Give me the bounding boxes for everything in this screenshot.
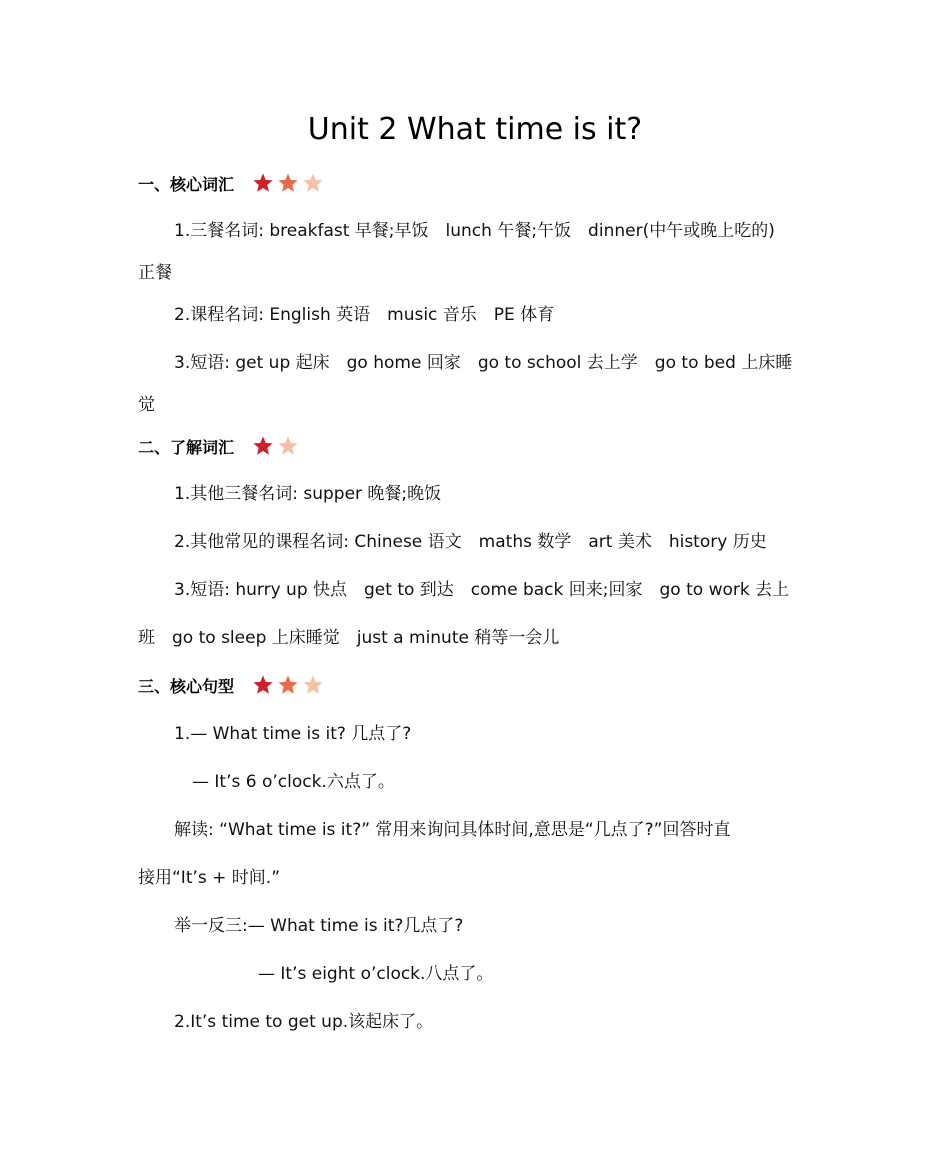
text-line: 觉 xyxy=(138,395,155,415)
section-heading-core-vocabulary xyxy=(138,168,324,198)
star-icon xyxy=(277,435,299,457)
text-line: — It’s 6 o’clock.六点了。 xyxy=(192,772,395,792)
text-line: 2.其他常见的课程名词: Chinese 语文 maths 数学 art 美术 history 历史 xyxy=(174,532,767,552)
star-icon xyxy=(277,172,299,194)
section-heading-extra-vocabulary xyxy=(138,431,299,461)
text-line: 3.短语: hurry up 快点 get to 到达 come back 回来;回家 go to work 去上 xyxy=(174,580,790,600)
text-line: 解读: “What time is it?” 常用来询问具体时间,意思是“几点了?”回答时直 xyxy=(174,820,731,840)
star-icon xyxy=(277,674,299,696)
star-icon xyxy=(252,435,274,457)
star-icon xyxy=(302,674,324,696)
text-line: 3.短语: get up 起床 go home 回家 go to school 去上学 go to bed 上床睡 xyxy=(174,353,793,373)
star-icon xyxy=(302,172,324,194)
section-heading-label: 三、核心句型 xyxy=(138,676,235,696)
section-heading-core-sentences xyxy=(138,670,324,700)
text-line: 举一反三:— What time is it?几点了? xyxy=(174,916,464,936)
text-line: 正餐 xyxy=(138,263,172,283)
star-icon xyxy=(252,172,274,194)
text-line: 班 go to sleep 上床睡觉 just a minute 稍等一会儿 xyxy=(138,628,560,648)
section-heading-label: 二、了解词汇 xyxy=(138,437,235,457)
star-icon xyxy=(252,674,274,696)
text-line: 1.其他三餐名词: supper 晚餐;晚饭 xyxy=(174,484,442,504)
text-line: — It’s eight o’clock.八点了。 xyxy=(258,964,494,984)
section-heading-label: 一、核心词汇 xyxy=(138,174,235,194)
text-line: 1.三餐名词: breakfast 早餐;早饭 lunch 午餐;午饭 dinner(中午或晚上吃的) xyxy=(174,221,775,241)
rating-stars xyxy=(252,172,324,194)
text-line: 2.It’s time to get up.该起床了。 xyxy=(174,1012,434,1032)
rating-stars xyxy=(252,674,324,696)
text-line: 1.— What time is it? 几点了? xyxy=(174,724,412,744)
rating-stars xyxy=(252,435,299,457)
page-title: Unit 2 What time is it? xyxy=(307,112,643,147)
text-line: 2.课程名词: English 英语 music 音乐 PE 体育 xyxy=(174,305,555,325)
text-line: 接用“It’s + 时间.” xyxy=(138,868,281,888)
